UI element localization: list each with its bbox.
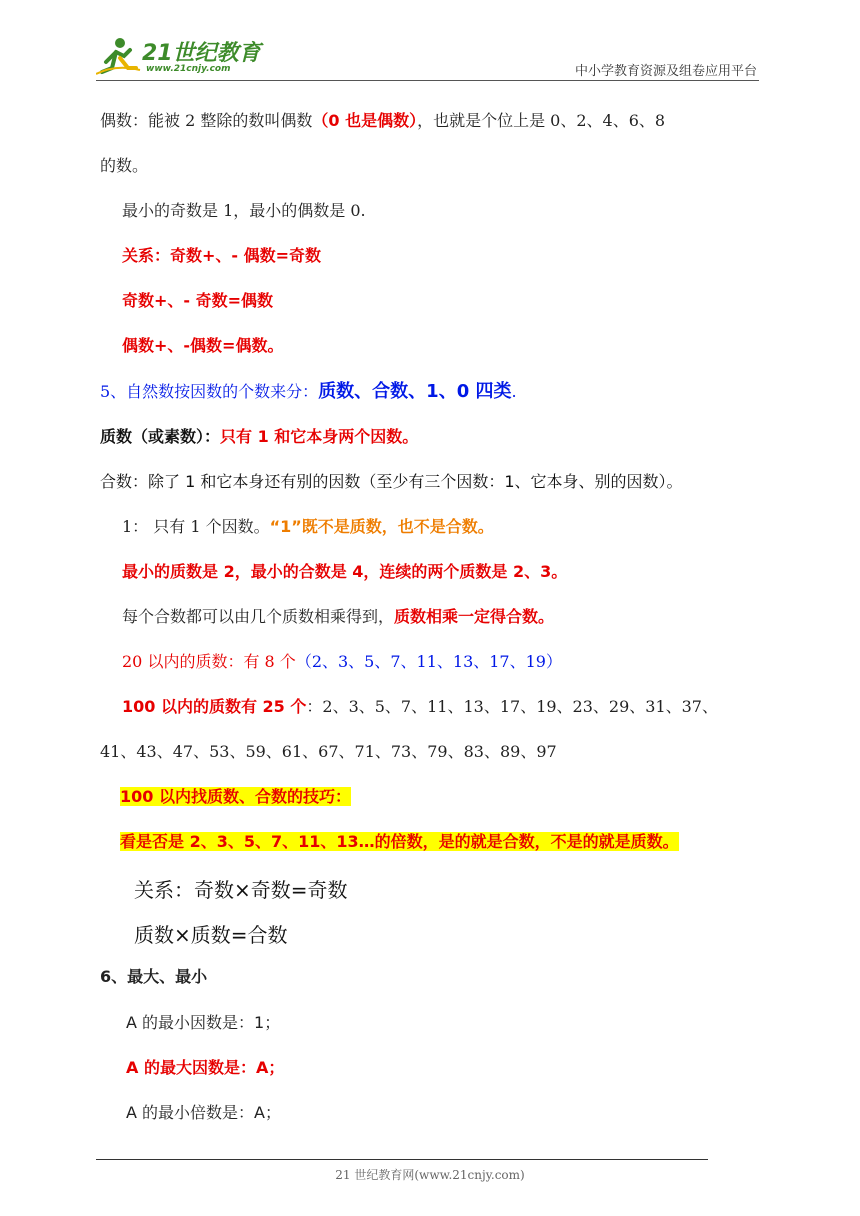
prime-term: 质数（或素数）：: [100, 427, 221, 446]
composite-definition: 合数：除了 1 和它本身还有别的因数（至少有三个因数：1、它本身、别的因数）。: [100, 472, 683, 491]
a-max-factor: A 的最大因数是：A；: [126, 1058, 285, 1077]
relation-2: 奇数+、- 奇数=偶数: [122, 291, 274, 310]
item-6-heading: 6、最大、最小: [100, 967, 208, 986]
primes-under-100-cont: 41、43、47、53、59、61、67、71、73、79、83、89、97: [100, 742, 557, 761]
item-5-categories: 质数、合数、1、0 四类: [318, 381, 512, 402]
tip-body-text: 看是否是 2、3、5、7、11、13…的倍数，是的就是合数，不是的就是质数。: [120, 832, 679, 851]
product-highlight: 质数相乘一定得合数。: [394, 607, 555, 626]
even-def-digits: ，也就是个位上是 0、2、4、6、8: [417, 111, 666, 130]
logo-text: 21世纪教育: [142, 41, 261, 66]
smallest-odd-even: 最小的奇数是 1，最小的偶数是 0.: [122, 201, 366, 220]
a-min-factor: A 的最小因数是：1；: [126, 1013, 281, 1032]
primes-100-list: ：2、3、5、7、11、13、17、19、23、29、31、37、: [306, 697, 718, 716]
primes-20-label: 20 以内的质数：有 8 个: [122, 652, 296, 671]
even-definition: [100, 110, 665, 132]
relation-1: 关系：奇数+、- 偶数=奇数: [122, 246, 322, 265]
item-5: [100, 381, 517, 403]
prime-definition: [100, 426, 418, 448]
even-definition-cont: 的数。: [100, 156, 149, 175]
relation-3: 偶数+、-偶数=偶数。: [122, 336, 284, 355]
platform-name: 中小学教育资源及组卷应用平台: [574, 64, 757, 79]
footer-divider: [96, 1159, 708, 1160]
item-5-period: .: [511, 382, 517, 401]
logo-url: www.21cnjy.com: [146, 64, 231, 74]
one-note: [122, 516, 494, 538]
header-divider: [96, 80, 759, 81]
tip-title-text: 100 以内找质数、合数的技巧：: [120, 787, 351, 806]
product-rule: [122, 606, 554, 628]
primes-100-label: 100 以内的质数有 25 个: [122, 697, 307, 716]
primes-20-list: （2、3、5、7、11、13、17、19）: [295, 652, 562, 671]
one-highlight: “1”既不是质数，也不是合数。: [269, 517, 494, 536]
product-text: 每个合数都可以由几个质数相乘得到，: [122, 607, 395, 626]
primes-under-100: [122, 696, 718, 718]
tip-body: [120, 831, 679, 853]
site-logo: [96, 34, 261, 78]
one-text: 1： 只有 1 个因数。: [122, 517, 270, 536]
a-min-multiple: A 的最小倍数是：A；: [126, 1103, 281, 1122]
footer-text: 21 世纪教育网(www.21cnjy.com): [335, 1168, 525, 1182]
primes-under-20: [122, 651, 562, 673]
prime-def-text: 只有 1 和它本身两个因数。: [220, 427, 419, 446]
even-def-note: （0 也是偶数）: [312, 111, 418, 130]
multiplication-relation-1: 关系：奇数×奇数=奇数: [134, 878, 348, 902]
tip-title: [120, 786, 351, 808]
item-5-text: 5、自然数按因数的个数来分：: [100, 382, 319, 401]
smallest-prime: 最小的质数是 2，最小的合数是 4，连续的两个质数是 2、3。: [122, 562, 568, 581]
even-def-text: 偶数：能被 2 整除的数叫偶数: [100, 111, 313, 130]
multiplication-relation-2: 质数×质数=合数: [134, 923, 288, 947]
